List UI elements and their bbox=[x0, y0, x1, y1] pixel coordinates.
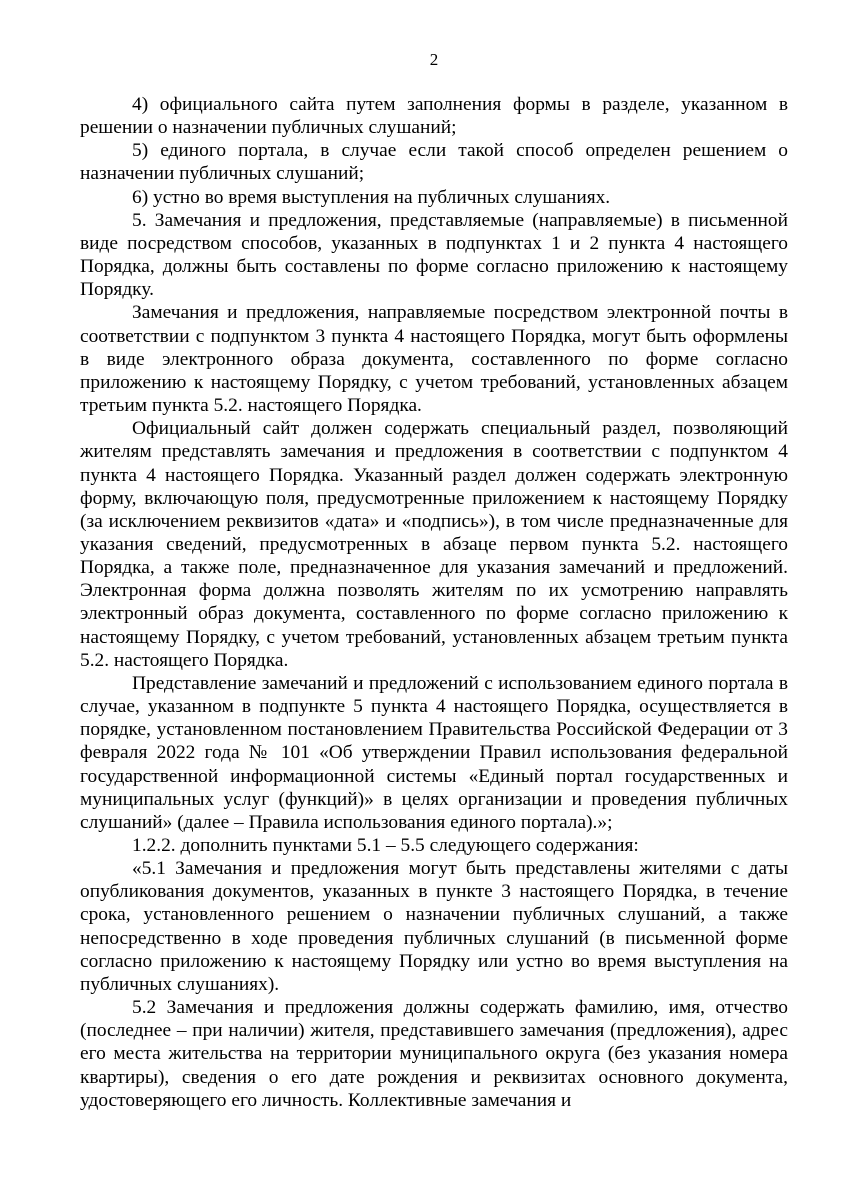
paragraph-item-4: 4) официального сайта путем заполнения формы в разделе, указанном в решении о назначении публичных слушаний; bbox=[80, 94, 788, 139]
paragraph-unified-portal: Представление замечаний и предложений с использованием единого портала в случае, указанном в подпункте 5 пункта 4 настоящего Порядка, осуществляется в порядке, установленном постановлением Правительства Российской Федерации от 3 февраля 2022 года № 101 «Об утверждении Правил использования федеральной государственной информационной системы «Единый портал государственных и муниципальных услуг (функций)» в целях организации и проведения публичных слушаний» (далее – Правила использования единого портала).»; bbox=[80, 672, 788, 833]
paragraph-email-submissions: Замечания и предложения, направляемые посредством электронной почты в соответствии с подпунктом 3 пункта 4 настоящего Порядка, могут быть оформлены в виде электронного образа документа, составленного по форме согласно приложению к настоящему Порядку, с учетом требований, установленных абзацем третьим пункта 5.2. настоящего Порядка. bbox=[80, 302, 788, 417]
page-number: 2 bbox=[429, 50, 439, 69]
paragraph-item-6: 6) устно во время выступления на публичных слушаниях. bbox=[132, 186, 611, 208]
paragraph-official-site: Официальный сайт должен содержать специальный раздел, позволяющий жителям представлять замечания и предложения в соответствии с подпунктом 4 пункта 4 настоящего Порядка. Указанный раздел должен содержать электронную форму, включающую поля, предусмотренные приложением к настоящему Порядку (за исключением реквизитов «дата» и «подпись»), в том числе предназначенные для указания сведений, предусмотренных в абзаце первом пункта 5.2. настоящего Порядка, а также поле, предназначенное для указания замечаний и предложений. Электронная форма должна позволять жителям по их усмотрению направлять электронный образ документа, составленного по форме согласно приложению к настоящему Порядку, с учетом требований, установленных абзацем третьим пункта 5.2. настоящего Порядка. bbox=[80, 418, 788, 671]
paragraph-amendment-1-2-2: 1.2.2. дополнить пунктами 5.1 – 5.5 следующего содержания: bbox=[132, 835, 639, 856]
paragraph-clause-5-1: «5.1 Замечания и предложения могут быть представлены жителями с даты опубликования документов, указанных в пункте 3 настоящего Порядка, в течение срока, установленного решением о назначении публичных слушаний, а также непосредственно в ходе проведения публичных слушаний (в письменной форме согласно приложению к настоящему Порядку или устно во время выступления на публичных слушаниях). bbox=[80, 858, 788, 995]
paragraph-clause-5: 5. Замечания и предложения, представляемые (направляемые) в письменной виде посредством способов, указанных в подпунктах 1 и 2 пункта 4 настоящего Порядка, должны быть составлены по форме согласно приложению к настоящему Порядку. bbox=[80, 209, 788, 301]
paragraph-item-5: 5) единого портала, в случае если такой способ определен решением о назначении публичных слушаний; bbox=[80, 140, 788, 185]
paragraph-clause-5-2: 5.2 Замечания и предложения должны содержать фамилию, имя, отчество (последнее – при наличии) жителя, представившего замечания (предложения), адрес его места жительства на территории муниципального округа (без указания номера квартиры), сведения о его дате рождения и реквизитах основного документа, удостоверяющего его личность. Коллективные замечания и bbox=[80, 997, 788, 1111]
document-body bbox=[80, 93, 788, 1112]
